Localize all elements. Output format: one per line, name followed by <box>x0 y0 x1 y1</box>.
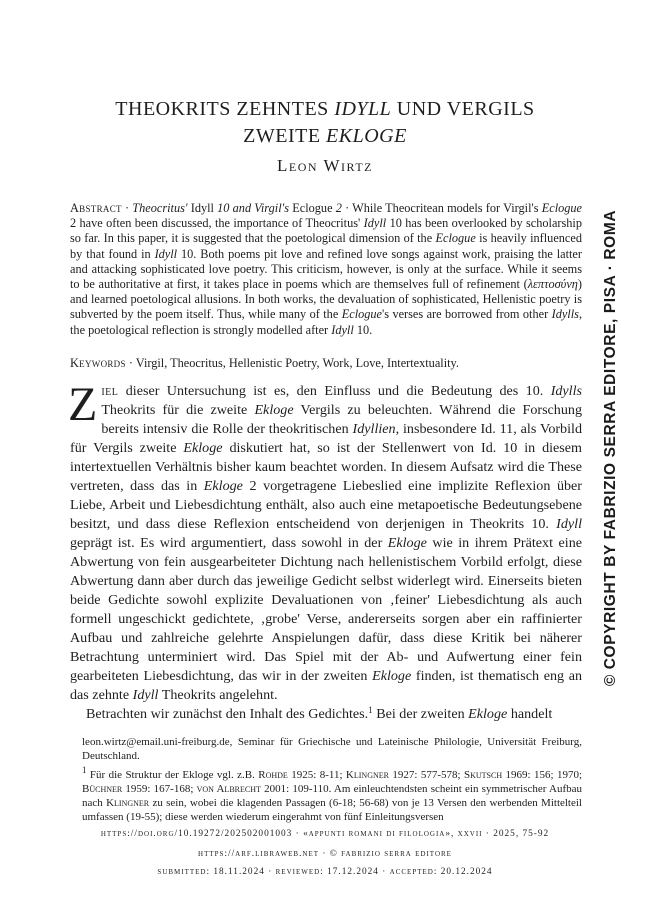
author-name: Leon Wirtz <box>277 156 373 175</box>
article-title <box>0 96 650 150</box>
footnote-1: $^1$ Für die Struktur der Ekloge vgl. z.B. Rohde 1925: 8-11; Klingner 1927: 577-578; Skutsch 1969: 156; 1970; Büchner 1959: 167-168; von Albrecht 2001: 109-110. Am einleuchtendsten scheint ein symmetrischer Aufbau nach Klingner zu sein, wobei die klagenden Passagen (6-18; 56-68) von je 13 Versen den werbenden Mittelteil umfassen (19-55); diese werden wiederum eingerahmt von fünf Einleitungsversen <box>82 765 582 823</box>
abstract-label: Abstract <box>70 201 122 215</box>
keywords-label: Keywords <box>70 356 126 370</box>
footnote-ref[interactable]: 1 <box>368 705 373 715</box>
abstract: Abstract · Theocritus' Idyll 10 and Virgil's Eclogue 2 · While Theocritean models for Virgil's Eclogue 2 have often been discussed, the importance of Theocritus' Idyll 10 has been overlooked by scholarship so far. In this paper, it is suggested that the poetological dimension of the Eclogue is heavily influenced by that found in Idyll 10. Both poems pit love and refined love songs against work, praising the latter and attacking sophisticated love poetry. This criticism, however, is only at the surface. While it seems to be authoritative at first, it takes place in poems which are themselves full of refinement (λεπτοσύνη) and learned poetological allusions. In both works, the devaluation of sophisticated, Hellenistic poetry is subverted by the poem itself. Thus, while many of the Eclogue's verses are borrowed from other Idylls, the poetological reflection is strongly modelled after Idyll 10. <box>70 201 583 337</box>
drop-cap: Z <box>68 378 98 431</box>
paragraph-1: Ziel dieser Untersuchung ist es, den Einfluss und die Bedeutung des 10. Idylls Theokrits für die zweite Ekloge Vergils zu beleuchten. Während die Forschung bereits intensiv die Rolle der theokritischen Idyllien, insbesondere Id. 11, als Vorbild für Vergils zweite Ekloge diskutiert hat, so ist der Stellenwert von Id. 10 in diesem intertextuellen Verhältnis bisher kaum beachtet worden. In diesem Aufsatz wird die These vertreten, dass das in Ekloge 2 vorgetragene Liebeslied eine implizite Reflexion über Liebe, Arbeit und Liebesdichtung enthält, also auch eine metapoetische Bedeutungsebene besitzt, und dass diese Reflexion entscheidend von derjenigen in Theokrits 10. Idyll geprägt ist. Es wird argumentiert, dass sowohl in der Ekloge wie in ihrem Prätext eine Abwertung von fein ausgearbeiteter Dichtung nach hellenistischem Vorbild erfolgt, diese Abwertung dann aber durch das jeweilige Gedicht selbst widerlegt wird. Einerseits bieten beide Gedichte sowohl explizite Devaluationen von ‚feiner' Liebesdichtung als auch formell ungeschickt gedichtete, ‚grobe' Verse, andererseits sorgen aber ein raffinierter Aufbau und zahlreiche gelehrte Anspielungen dafür, dass diese Kritik bei näherer Betrachtung unterminiert wird. Das Spiel mit der Ab- und Aufwertung einer fein gearbeiteten Liebesdichtung, das wir in der zweiten Ekloge finden, ist thematisch eng an das zehnte Idyll Theokrits angelehnt. <box>68 378 582 703</box>
body-text <box>68 378 582 724</box>
title-line-1: THEOKRITS ZEHNTES IDYLL UND VERGILS <box>115 98 535 120</box>
paragraph-2: Betrachten wir zunächst den Inhalt des Gedichtes.$^1$ Bei der zweiten Ekloge handelt <box>86 705 553 722</box>
submission-dates: submitted: 18.11.2024 · reviewed: 17.12.2024 · accepted: 20.12.2024 <box>157 867 493 877</box>
copyright-text: © COPYRIGHT BY FABRIZIO SERRA EDITORE, PISA · ROMA <box>602 209 619 687</box>
author-affiliation-note: leon.wirtz@email.uni-freiburg.de, Seminar für Griechische und Lateinische Philologie, Universität Freiburg, Deutschland. <box>82 736 582 762</box>
keywords: Keywords · Virgil, Theocritus, Hellenistic Poetry, Work, Love, Intertextuality. <box>70 356 459 370</box>
title-line-2: ZWEITE EKLOGE <box>243 125 407 147</box>
doi-line: https://doi.org/10.19272/202502001003 · «appunti romani di filologia», xxvii · 2025, 75-92 <box>100 829 550 839</box>
publisher-line: https://arf.libraweb.net · © fabrizio serra editore <box>198 849 452 859</box>
